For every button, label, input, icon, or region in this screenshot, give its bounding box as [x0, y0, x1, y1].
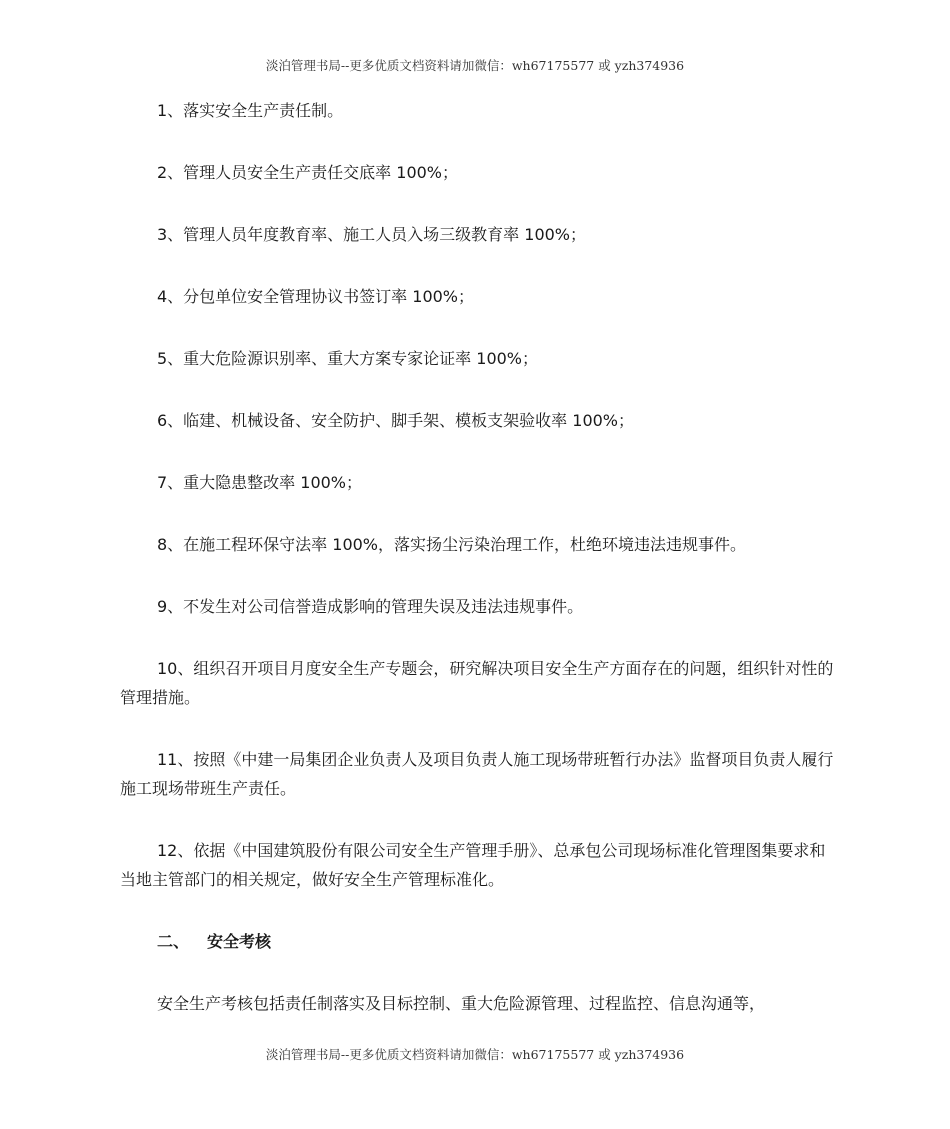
list-item: 3、管理人员年度教育率、施工人员入场三级教育率 100%；: [157, 225, 587, 244]
list-item: 6、临建、机械设备、安全防护、脚手架、模板支架验收率 100%；: [157, 411, 635, 430]
list-item: 12、依据《中国建筑股份有限公司安全生产管理手册》、总承包公司现场标准化管理图集要求和当地主管部门的相关规定，做好安全生产管理标准化。: [120, 841, 826, 889]
section-intro: 安全生产考核包括责任制落实及目标控制、重大危险源管理、过程监控、信息沟通等，: [157, 994, 766, 1013]
list-item: 1、落实安全生产责任制。: [157, 101, 344, 120]
list-item: 2、管理人员安全生产责任交底率 100%；: [157, 163, 459, 182]
page-header: 淡泊管理书局--更多优质文档资料请加微信：wh67175577 或 yzh374936: [265, 58, 685, 73]
list-item: 7、重大隐患整改率 100%；: [157, 473, 363, 492]
list-item: 5、重大危险源识别率、重大方案专家论证率 100%；: [157, 349, 539, 368]
section-title: 安全考核: [207, 932, 272, 951]
section-heading: [120, 927, 836, 956]
list-item: 8、在施工程环保守法率 100%，落实扬尘污染治理工作，杜绝环境违法违规事件。: [157, 535, 747, 554]
section-number: 二、: [157, 932, 190, 951]
page-footer: 淡泊管理书局--更多优质文档资料请加微信：wh67175577 或 yzh374936: [265, 1047, 685, 1062]
list-item: 9、不发生对公司信誉造成影响的管理失误及违法违规事件。: [157, 597, 584, 616]
document-body: [120, 96, 836, 1018]
list-item: 4、分包单位安全管理协议书签订率 100%；: [157, 287, 475, 306]
list-item: 10、组织召开项目月度安全生产专题会，研究解决项目安全生产方面存在的问题，组织针对性的管理措施。: [120, 659, 834, 707]
list-item: 11、按照《中建一局集团企业负责人及项目负责人施工现场带班暂行办法》监督项目负责人履行施工现场带班生产责任。: [120, 750, 834, 798]
